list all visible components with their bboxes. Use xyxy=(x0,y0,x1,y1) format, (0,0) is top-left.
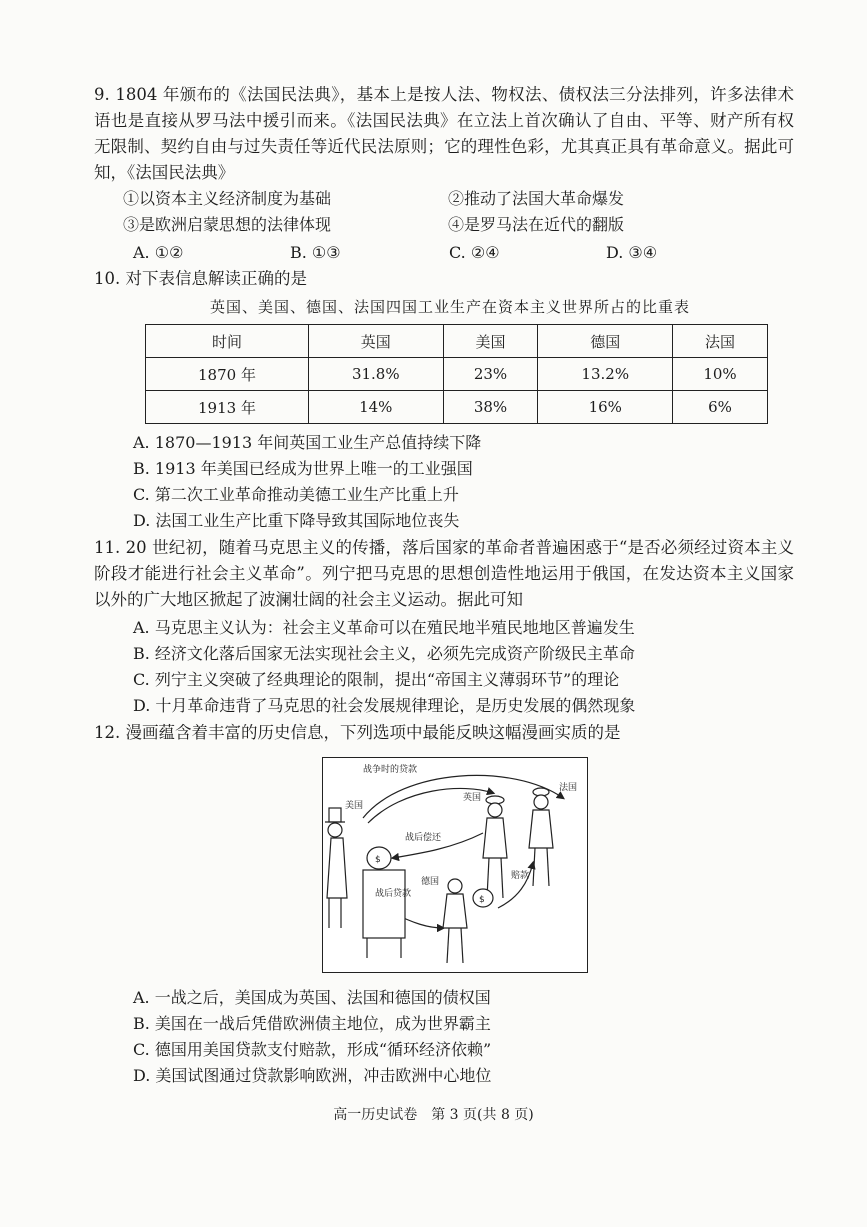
dollar-sign-usa: $ xyxy=(375,855,381,865)
table-row xyxy=(146,391,768,424)
table-header-row xyxy=(146,325,768,358)
q9-item-2: ②推动了法国大革命爆发 xyxy=(448,189,625,208)
q11-option-c: C. 列宁主义突破了经典理论的限制，提出“帝国主义薄弱环节”的理论 xyxy=(133,670,620,689)
label-usa: 美国 xyxy=(345,801,364,811)
q10-option-d: D. 法国工业生产比重下降导致其国际地位丧失 xyxy=(133,511,460,530)
q10-table-caption: 英国、美国、德国、法国四国工业生产在资本主义世界所占的比重表 xyxy=(210,298,691,316)
table-cell: 31.8% xyxy=(309,358,444,391)
q12-option-c: C. 德国用美国贷款支付赔款，形成“循环经济依赖” xyxy=(133,1040,492,1059)
q9-item-4: ④是罗马法在近代的翻版 xyxy=(448,215,625,234)
q10-table xyxy=(145,324,768,424)
table-cell: 10% xyxy=(673,358,768,391)
table-row xyxy=(146,358,768,391)
q10-option-b: B. 1913 年美国已经成为世界上唯一的工业强国 xyxy=(133,459,473,478)
debt-cycle-cartoon xyxy=(322,757,588,973)
dollar-sign-germany: $ xyxy=(479,895,485,905)
table-cell: 13.2% xyxy=(538,358,673,391)
q9-choice-a: A. ①② xyxy=(133,243,184,262)
q9-stem: 9. 1804 年颁布的《法国民法典》，基本上是按人法、物权法、债权法三分法排列，许多法律术语也是直接从罗马法中援引而来。《法国民法典》在立法上首次确认了自由、平等、财产所有权无限制、契约自由与过失责任等近代民法原则；它的理性色彩，尤其真正具有革命意义。据此可知，《法国民法典》 xyxy=(94,85,794,182)
q11-option-d: D. 十月革命违背了马克思的社会发展规律理论，是历史发展的偶然现象 xyxy=(133,696,636,715)
q10-stem: 10. 对下表信息解读正确的是 xyxy=(94,269,307,288)
q9-choice-c: C. ②④ xyxy=(449,243,500,262)
table-header-cell: 时间 xyxy=(146,325,309,358)
page-footer: 高一历史试卷 第 3 页(共 8 页) xyxy=(333,1107,534,1123)
table-cell: 6% xyxy=(673,391,768,424)
q9-choice-d: D. ③④ xyxy=(606,243,658,262)
q9-item-3: ③是欧洲启蒙思想的法律体现 xyxy=(123,215,332,234)
label-germany: 德国 xyxy=(421,877,440,887)
table-header-cell: 法国 xyxy=(673,325,768,358)
q11-option-a: A. 马克思主义认为：社会主义革命可以在殖民地半殖民地地区普遍发生 xyxy=(133,618,635,637)
table-cell: 38% xyxy=(443,391,538,424)
q11-stem: 11. 20 世纪初，随着马克思主义的传播，落后国家的革命者普遍困惑于“是否必须经过资本主义阶段才能进行社会主义革命”。列宁把马克思的思想创造性地运用于俄国，在发达资本主义国家以外的广大地区掀起了波澜壮阔的社会主义运动。据此可知 xyxy=(94,538,794,609)
q12-stem: 12. 漫画蕴含着丰富的历史信息，下列选项中最能反映这幅漫画实质的是 xyxy=(94,723,621,742)
cartoon-drawing xyxy=(323,758,587,972)
table-cell: 1913 年 xyxy=(146,391,309,424)
q10-option-c: C. 第二次工业革命推动美德工业生产比重上升 xyxy=(133,485,459,504)
label-uk: 英国 xyxy=(463,793,482,803)
label-postwar-loans: 战后贷款 xyxy=(375,889,412,899)
table-cell: 23% xyxy=(443,358,538,391)
table-cell: 14% xyxy=(309,391,444,424)
q12-option-a: A. 一战之后，美国成为英国、法国和德国的债权国 xyxy=(133,988,491,1007)
table-header-cell: 德国 xyxy=(538,325,673,358)
q10-option-a: A. 1870—1913 年间英国工业生产总值持续下降 xyxy=(133,433,482,452)
label-wartime-loans: 战争时的贷款 xyxy=(363,765,418,775)
label-france: 法国 xyxy=(559,783,578,793)
label-reparations: 赔款 xyxy=(511,871,530,881)
table-header-cell: 英国 xyxy=(309,325,444,358)
q12-option-b: B. 美国在一战后凭借欧洲债主地位，成为世界霸主 xyxy=(133,1014,491,1033)
q9-choice-b: B. ①③ xyxy=(290,243,341,262)
label-postwar-repay: 战后偿还 xyxy=(405,833,442,843)
table-cell: 16% xyxy=(538,391,673,424)
q11-option-b: B. 经济文化落后国家无法实现社会主义，必须先完成资产阶级民主革命 xyxy=(133,644,635,663)
table-cell: 1870 年 xyxy=(146,358,309,391)
q9-item-1: ①以资本主义经济制度为基础 xyxy=(123,189,332,208)
table-header-cell: 美国 xyxy=(443,325,538,358)
q12-option-d: D. 美国试图通过贷款影响欧洲，冲击欧洲中心地位 xyxy=(133,1066,492,1085)
